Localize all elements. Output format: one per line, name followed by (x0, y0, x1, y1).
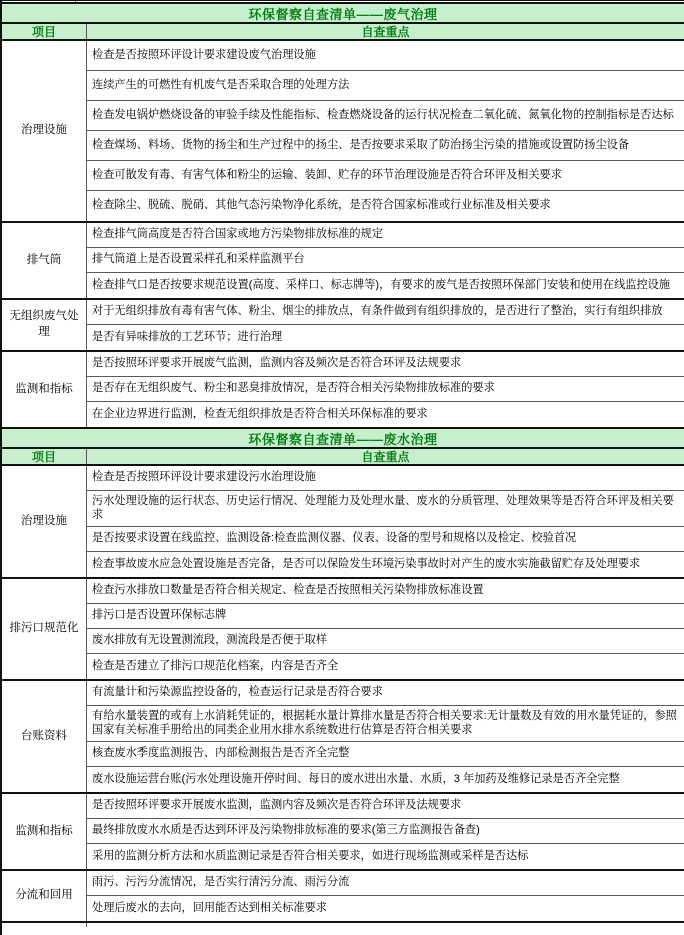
table-section (2, 681, 684, 794)
column-header-project: 项目 (2, 24, 87, 39)
checklist-item: 采用的监测分析方法和水质监测记录是否符合相关要求，如进行现场监测或采样是否达标 (92, 849, 529, 862)
column-header-project: 项目 (2, 449, 87, 464)
table-header-row (2, 449, 684, 466)
checklist-item: 废水排放有无设置测流段，测流段是否便于取样 (87, 629, 684, 654)
checklist-item: 排气筒道上是否设置采样孔和采样监测平台 (87, 248, 684, 273)
checklist-item: 检查事故废水应急处置设施是否完备，是否可以保险发生环境污染事故时对产生的废水实施截留贮存及处理要求 (92, 557, 641, 570)
checklist-item: 检查是否建立了排污口规范化档案，内容是否齐全 (92, 659, 339, 672)
checklist-item: 雨污、污污分流情况，是否实行清污分流、雨污分流 (87, 871, 684, 896)
section-label: 分流和回用 (2, 871, 87, 921)
checklist-item: 排污口是否设置环保标志牌 (87, 604, 684, 629)
checklist-item: 废水设施运营台账(污水处理设施开停时间、每日的废水进出水量、水质，3 年加药及维修记录是否齐全完整 (92, 772, 620, 785)
checklist-item: 核查废水季度监测报告、内部检测报告是否齐全完整 (87, 742, 684, 767)
checklist-table (2, 4, 684, 429)
section-items (87, 681, 684, 792)
section-label: 排气筒 (2, 223, 87, 298)
section-items (87, 352, 684, 427)
checklist-item: 检查除尘、脱硫、脱硝、其他气态污染物净化系统，是否符合国家标准或行业标准及相关要求 (92, 199, 551, 212)
checklist-item: 检查排气筒高度是否符合国家或地方污染物排放标准的规定 (87, 223, 684, 248)
checklist-item: 检查发电锅炉燃烧设备的审验手续及性能指标、检查燃烧设备的运行状况检查二氧化硫、氮氧化物的控制指标是否达标 (87, 101, 684, 131)
table-section (2, 579, 684, 681)
checklist-item: 检查是否按照环评设计要求建设废气治理设施 (87, 41, 684, 71)
checklist-item: 是否按要求设置在线监控、监测设备:检查监测仪器、仪表、设备的型号和规格以及检定、校验首况 (87, 527, 684, 552)
next-row-fragment (2, 923, 684, 927)
section-label: 台账资料 (2, 681, 87, 792)
table-section (2, 41, 684, 223)
table-section (2, 300, 684, 352)
table-title: 环保督察自查清单——废水治理 (2, 429, 684, 449)
column-header-focus: 自查重点 (361, 25, 410, 39)
table-section (2, 871, 684, 923)
grid-line-fragment (75, 1, 76, 2)
checklist-item: 污水处理设施的运行状态、历史运行情况、处理能力及处理水量、废水的分质管理、处理效果等是否符合环评及相关要求 (87, 491, 684, 527)
grid-line-fragment (86, 923, 87, 927)
section-items (87, 466, 684, 577)
checklist-item: 检查可散发有毒、有害气体和粉尘的运输、装卸、贮存的环节治理设施是否符合环评及相关要求 (87, 161, 684, 191)
section-items (87, 41, 684, 221)
table-title: 环保督察自查清单——废气治理 (2, 4, 684, 24)
table-section (2, 466, 684, 579)
section-label: 治理设施 (2, 466, 87, 577)
section-items (87, 300, 684, 350)
section-label: 无组织废气处理 (2, 300, 87, 350)
tables-container (2, 4, 684, 923)
checklist-item: 检查排气口是否按要求规范设置(高度、采样口、标志牌等)，有要求的废气是否按照环保部门安装和使用在线监控设施 (92, 278, 671, 291)
checklist-item: 对于无组织排放有毒有害气体、粉尘、烟尘的排放点，有条件做到有组织排放的，是否进行了整治，实行有组织排放 (87, 300, 684, 325)
table-header-row (2, 24, 684, 41)
table-section (2, 223, 684, 300)
checklist-item: 有流量计和污染源监控设备的，检查运行记录是否符合要求 (87, 681, 684, 706)
checklist-item: 检查是否按照环评设计要求建设污水治理设施 (87, 466, 684, 491)
checklist-item: 检查煤场、料场、货物的扬尘和生产过程中的扬尘、是否按要求采取了防治扬尘污染的措施或设置防扬尘设备 (87, 131, 684, 161)
table-section (2, 352, 684, 429)
checklist-item: 处理后废水的去向，回用能否达到相关标准要求 (92, 901, 327, 914)
checklist-item: 是否存在无组织废气、粉尘和恶臭排放情况，是否符合相关污染物排放标准的要求 (87, 377, 684, 402)
section-items (87, 871, 684, 921)
section-items (87, 223, 684, 298)
checklist-item: 是否按照环评要求开展废水监测，监测内容及频次是否符合环评及法规要求 (87, 794, 684, 819)
section-label: 排污口规范化 (2, 579, 87, 679)
checklist-item: 连续产生的可燃性有机废气是否采取合理的处理方法 (87, 71, 684, 101)
checklist-item: 检查污水排放口数量是否符合相关规定、检查是否按照相关污染物排放标准设置 (87, 579, 684, 604)
checklist-item: 是否按照环评要求开展废气监测，监测内容及频次是否符合环评及法规要求 (87, 352, 684, 377)
checklist-table (2, 429, 684, 923)
section-label: 治理设施 (2, 41, 87, 221)
section-items (87, 579, 684, 679)
section-items (87, 794, 684, 869)
checklist-item: 在企业边界进行监测，检查无组织排放是否符合相关环保标准的要求 (92, 407, 428, 420)
table-section (2, 794, 684, 871)
section-label: 监测和指标 (2, 352, 87, 427)
checklist-item: 有给水量装置的或有上水消耗凭证的，根据耗水量计算排水量是否符合相关要求:无计量数及有效的用水量凭证的，参照国家有关标准手册给出的同类企业用水排水系统数进行估算是否符合相关要求 (87, 706, 684, 742)
section-label: 监测和指标 (2, 794, 87, 869)
column-header-focus: 自查重点 (361, 450, 410, 464)
checklist-item: 是否有异味排放的工艺环节；进行治理 (92, 330, 283, 343)
previous-row-fragment (2, 0, 684, 4)
checklist-item: 最终排放废水水质是否达到环评及污染物排放标准的要求(第三方监测报告备查) (87, 819, 684, 844)
